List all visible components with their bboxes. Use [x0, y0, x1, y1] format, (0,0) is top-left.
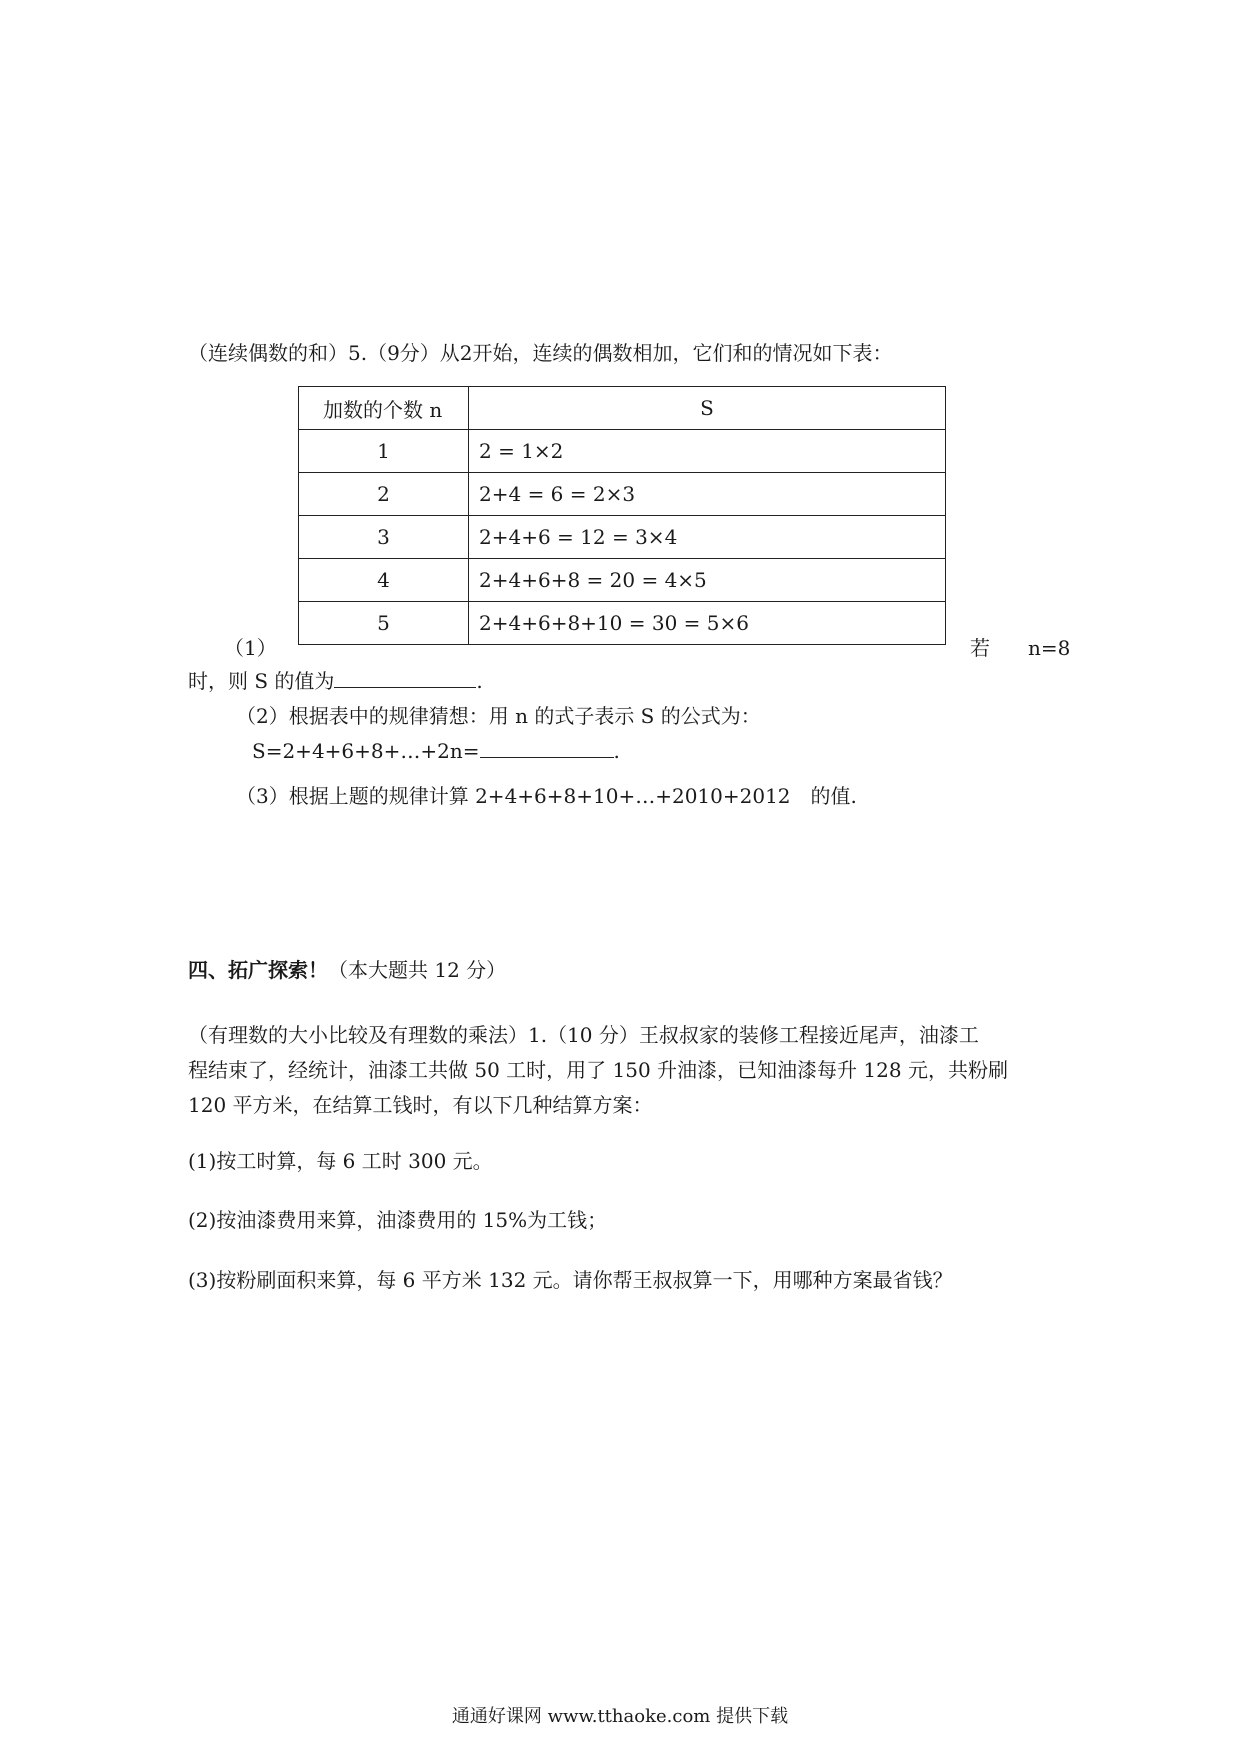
table-cell: 2+4+6 = 12 = 3×4 [469, 516, 946, 559]
table-cell: 2+4+6+8+10 = 30 = 5×6 [469, 602, 946, 645]
table-cell: 2 [299, 473, 469, 516]
table-cell: 2 = 1×2 [469, 430, 946, 473]
section4-heading-rest: （本大题共 12 分） [328, 958, 507, 982]
section4-heading [188, 958, 506, 982]
table-row [299, 473, 946, 516]
table-header-cell: 加数的个数 n [299, 387, 469, 430]
table-cell: 3 [299, 516, 469, 559]
q2-text: （2）根据表中的规律猜想：用 n 的式子表示 S 的公式为： [236, 704, 761, 728]
problem-line-2: 程结束了，经统计，油漆工共做 50 工时，用了 150 升油漆，已知油漆每升 128 元，共粉刷 [188, 1058, 1008, 1082]
problem-line-3: 120 平方米，在结算工钱时，有以下几种结算方案： [188, 1093, 653, 1117]
page-footer: 通通好课网 www.tthaoke.com 提供下载 [451, 1706, 789, 1727]
q3-text: （3）根据上题的规律计算 2+4+6+8+10+…+2010+2012 的值. [236, 784, 857, 808]
option-3: (3)按粉刷面积来算，每 6 平方米 132 元。请你帮王叔叔算一下，用哪种方案最省钱？ [188, 1268, 953, 1292]
q2-answer-blank[interactable] [480, 739, 614, 758]
table-row [299, 516, 946, 559]
q2-formula: S=2+4+6+8+…+2n= [252, 739, 480, 763]
problem-line-1: （有理数的大小比较及有理数的乘法）1.（10 分）王叔叔家的装修工程接近尾声，油漆工 [188, 1023, 979, 1047]
q1-prefix: （1） [224, 636, 277, 660]
table-cell: 2+4+6+8 = 20 = 4×5 [469, 559, 946, 602]
sum-table [298, 386, 946, 645]
table-cell: 1 [299, 430, 469, 473]
section4-heading-bold: 四、拓广探索！ [188, 958, 328, 982]
problem-intro: （连续偶数的和）5.（9分）从2开始，连续的偶数相加，它们和的情况如下表： [188, 341, 893, 365]
q1-n-value: n=8 [1028, 636, 1071, 660]
table-header-row [299, 387, 946, 430]
table-cell: 2+4 = 6 = 2×3 [469, 473, 946, 516]
q2-formula-line [252, 739, 620, 763]
q1-ruo: 若 [970, 636, 990, 660]
q1-text: 时，则 S 的值为 [188, 669, 335, 693]
q1-continuation [188, 669, 483, 693]
option-1: (1)按工时算，每 6 工时 300 元。 [188, 1149, 493, 1173]
option-2: (2)按油漆费用来算，油漆费用的 15%为工钱； [188, 1208, 608, 1232]
q1-period: . [476, 669, 483, 693]
table-row [299, 430, 946, 473]
table-cell: 4 [299, 559, 469, 602]
table-row [299, 602, 946, 645]
q1-answer-blank[interactable] [334, 669, 476, 688]
table-header-cell: S [469, 387, 946, 430]
table-cell: 5 [299, 602, 469, 645]
q2-period: . [613, 739, 620, 763]
table-row [299, 559, 946, 602]
